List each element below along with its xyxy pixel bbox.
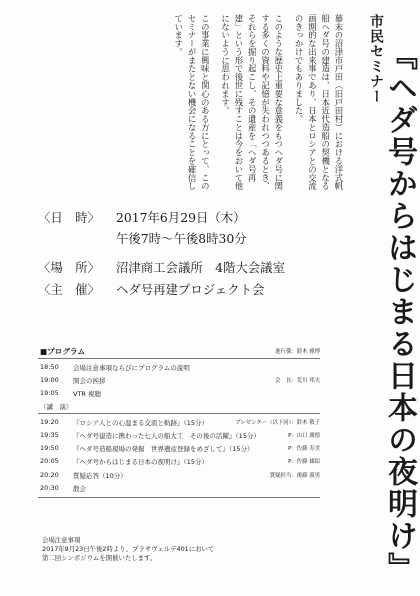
program-speaker: 質疑担当：後藤 義男 [269, 472, 320, 479]
program-label: 開会の挨拶 [73, 376, 106, 385]
program-label: 質疑応答（10分） [73, 471, 127, 480]
program-speaker: P：山口 廣德 [288, 432, 320, 439]
program-time: 19:00 [40, 375, 59, 384]
program-section [38, 346, 320, 499]
program-speaker: プレゼンター（以下同）：鈴木 敬子 [235, 419, 320, 426]
notes-line: 2017年9月23日午後2時より、プラサヴェルデ401において [42, 545, 215, 554]
program-time: 18:50 [40, 362, 59, 371]
divider [38, 358, 320, 359]
program-row [38, 442, 320, 455]
program-label: 散会 [73, 484, 86, 493]
seminar-series-label: 市民セミナー [368, 14, 384, 104]
program-row [38, 429, 320, 442]
intro-text [164, 14, 345, 194]
lecture-heading-row [38, 400, 320, 411]
notes-section [42, 536, 214, 564]
program-time: 19:20 [40, 417, 59, 426]
program-row [38, 387, 320, 400]
intro-paragraph: このような歴史上重要な意義をもつヘダ号に関する多くの資料や記憶が失われつつあるとき、それらを掘り起こし、その遺産を「ヘダ号再建」という形で後世に残すことは今をおいて他にないように思われます。 [220, 14, 284, 191]
notes-line: 第二回シンポジウムを開催いたします。 [42, 554, 157, 563]
program-row [38, 469, 320, 482]
program-speaker: P：佐藤 寿美 [288, 446, 320, 453]
program-row [38, 416, 320, 429]
program-time: 19:35 [40, 430, 59, 439]
program-row [38, 361, 320, 374]
host-value: ヘダ号再建プロジェクト会 [116, 282, 265, 297]
time-value: 午後7時〜午後8時30分 [116, 231, 247, 246]
program-speaker: 会 長：荒川 邦夫 [275, 377, 320, 384]
program-host-credit: 進行係：鈴木 雅博 [275, 349, 320, 355]
divider [38, 497, 320, 498]
program-label: 『ヘダ号からはじまる日本の夜明け』（15分） [73, 458, 209, 467]
program-time: 20:20 [40, 470, 59, 479]
program-time: 19:05 [40, 388, 59, 397]
program-heading: ■プログラム [40, 347, 86, 356]
program-time: 20:05 [40, 457, 59, 466]
notes-heading: 会場注意事項 [42, 536, 81, 544]
place-label: 〈場 所〉 [38, 260, 100, 275]
program-time: 19:50 [40, 444, 59, 453]
program-label: 会場注意事項ならびにプログラムの説明 [73, 363, 190, 372]
program-row [38, 482, 320, 495]
program-row [38, 455, 320, 468]
date-label: 〈日 時〉 [38, 210, 100, 225]
date-value: 2017年6月29日（木） [116, 210, 246, 225]
place-value: 沼津商工会議所 4階大会議室 [116, 260, 285, 275]
program-label: VTR 視聴 [73, 389, 101, 398]
program-time: 20:30 [40, 483, 59, 492]
divider [38, 413, 320, 414]
seminar-title: 『ヘダ号からはじまる日本の夜明け』 [382, 40, 417, 584]
program-row [38, 374, 320, 387]
program-label: 『ヘダ号造船現場の発掘 世界遺産登録をめざして』（15分） [73, 445, 254, 454]
intro-paragraph: 幕末の沼津市戸田（旧戸田村）における洋式帆船ヘダ号の建造は、日本近代造船の契機となる画期的な出来事であり、日本とロシアとの交流のきっかけでもありました。 [294, 14, 344, 191]
lecture-heading: （講 演） [40, 403, 73, 412]
intro-paragraph: この事業に興味と関心のある方にとって、このセミナーがまたとない機会になることを確信しています。 [173, 14, 211, 191]
host-label: 〈主 催〉 [38, 282, 100, 297]
program-speaker: P：佐藤 雄紹 [288, 459, 320, 466]
program-label: 『ロシア人との心温まる交流と軌跡』（15分） [73, 418, 209, 427]
program-label: 『ヘダ号建造に携わった七人の船大工 その後の活躍』（15分） [73, 431, 260, 440]
